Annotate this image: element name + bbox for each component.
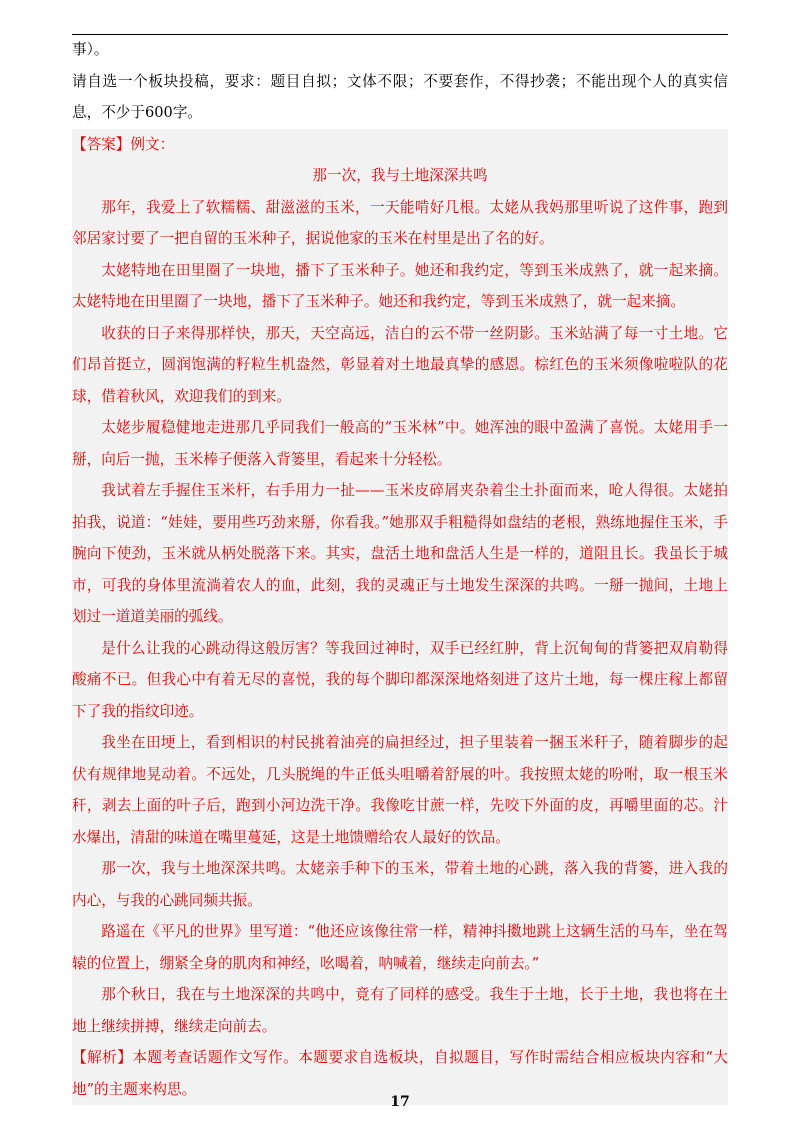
essay-paragraph-10: 那个秋日，我在与土地深深的共鸣中，竟有了同样的感受。我生于土地，长于土地，我也将在土地上继续拼搏，继续走向前去。: [72, 986, 728, 1035]
essay-paragraph-4: 太姥步履稳健地走进那几乎同我们一般高的“玉米林”中。她浑浊的眼中盈满了喜悦。太姥用手一掰，向后一抛，玉米棒子便落入背篓里，看起来十分轻松。: [72, 419, 728, 468]
answer-block: [72, 129, 728, 1106]
essay-paragraph-1: 那年，我爱上了软糯糯、甜滋滋的玉米，一天能啃好几根。太姥从我妈那里听说了这件事，跑到邻居家讨要了一把自留的玉米种子，据说他家的玉米在村里是出了名的好。: [72, 198, 728, 247]
essay-paragraph-6: 是什么让我的心跳动得这般厉害？等我回过神时，双手已经红肿，背上沉甸甸的背篓把双肩勒得酸痛不已。但我心中有着无尽的喜悦，我的每个脚印都深深地烙刻进了这片土地，每一棵庄稼上都留下了我的指纹印迹。: [72, 639, 728, 720]
page-content: [72, 34, 728, 1105]
essay-paragraph-3: 收获的日子来得那样快，那天，天空高远，洁白的云不带一丝阴影。玉米站满了每一寸土地。它们昂首挺立，圆润饱满的籽粒生机盎然，彰显着对土地最真挚的感恩。棕红色的玉米须像啦啦队的花球，借着秋风，欢迎我们的到来。: [72, 324, 728, 405]
essay-paragraph-7: 我坐在田埂上，看到相识的村民挑着油亮的扁担经过，担子里装着一捆玉米秆子，随着脚步的起伏有规律地晃动着。不远处，几头脱绳的牛正低头咀嚼着舒展的叶。我按照太姥的吩咐，取一根玉米秆，剥去上面的叶子后，跑到小河边洗干净。我像吃甘蔗一样，先咬下外面的皮，再嚼里面的芯。汁水爆出，清甜的味道在嘴里蔓延，这是土地馈赠给农人最好的饮品。: [72, 734, 728, 846]
analysis-text: 本题考查话题作文写作。本题要求自选板块，自拟题目，写作时需结合相应板块内容和“大地”的主题来构思。: [72, 1049, 728, 1098]
answer-label-after: 例文：: [130, 135, 175, 153]
essay-paragraph-9: 路遥在《平凡的世界》里写道：“他还应该像往常一样，精神抖擞地跳上这辆生活的马车，坐在驾辕的位置上，绷紧全身的肌肉和神经，吆喝着，呐喊着，继续走向前去。”: [72, 923, 728, 972]
prompt-requirements: 请自选一个板块投稿，要求：题目自拟；文体不限；不要套作，不得抄袭；不能出现个人的真实信息，不少于600字。: [72, 72, 728, 121]
answer-heading: [72, 129, 728, 161]
essay-paragraph-8: 那一次，我与土地深深共鸣。太姥亲手种下的玉米，带着土地的心跳，落入我的背篓，进入我的内心，与我的心跳同频共振。: [72, 860, 728, 909]
essay-paragraph-2: 太姥特地在田里圈了一块地，播下了玉米种子。她还和我约定，等到玉米成熟了，就一起来摘。太姥特地在田里圈了一块地，播下了玉米种子。她还和我约定，等到玉米成熟了，就一起来摘。: [72, 261, 728, 310]
essay-paragraph-5: 我试着左手握住玉米杆，右手用力一扯——玉米皮碎屑夹杂着尘土扑面而来，呛人得很。太姥拍拍我，说道：“娃娃，要用些巧劲来掰，你看我。”她那双手粗糙得如盘结的老根，熟练地握住玉米，手腕向下使劲，玉米就从柄处脱落下来。其实，盘活土地和盘活人生是一样的，道阻且长。我虽长于城市，可我的身体里流淌着农人的血，此刻，我的灵魂正与土地发生深深的共鸣。一掰一抛间，土地上划过一道道美丽的弧线。: [72, 482, 728, 625]
answer-label: 【答案】: [72, 135, 131, 153]
analysis-label: 【解析】: [72, 1049, 133, 1066]
essay-title: 那一次，我与土地深深共鸣: [312, 167, 488, 184]
prompt-continuation: 事）。: [72, 41, 109, 58]
page-number: 17: [390, 1094, 410, 1110]
